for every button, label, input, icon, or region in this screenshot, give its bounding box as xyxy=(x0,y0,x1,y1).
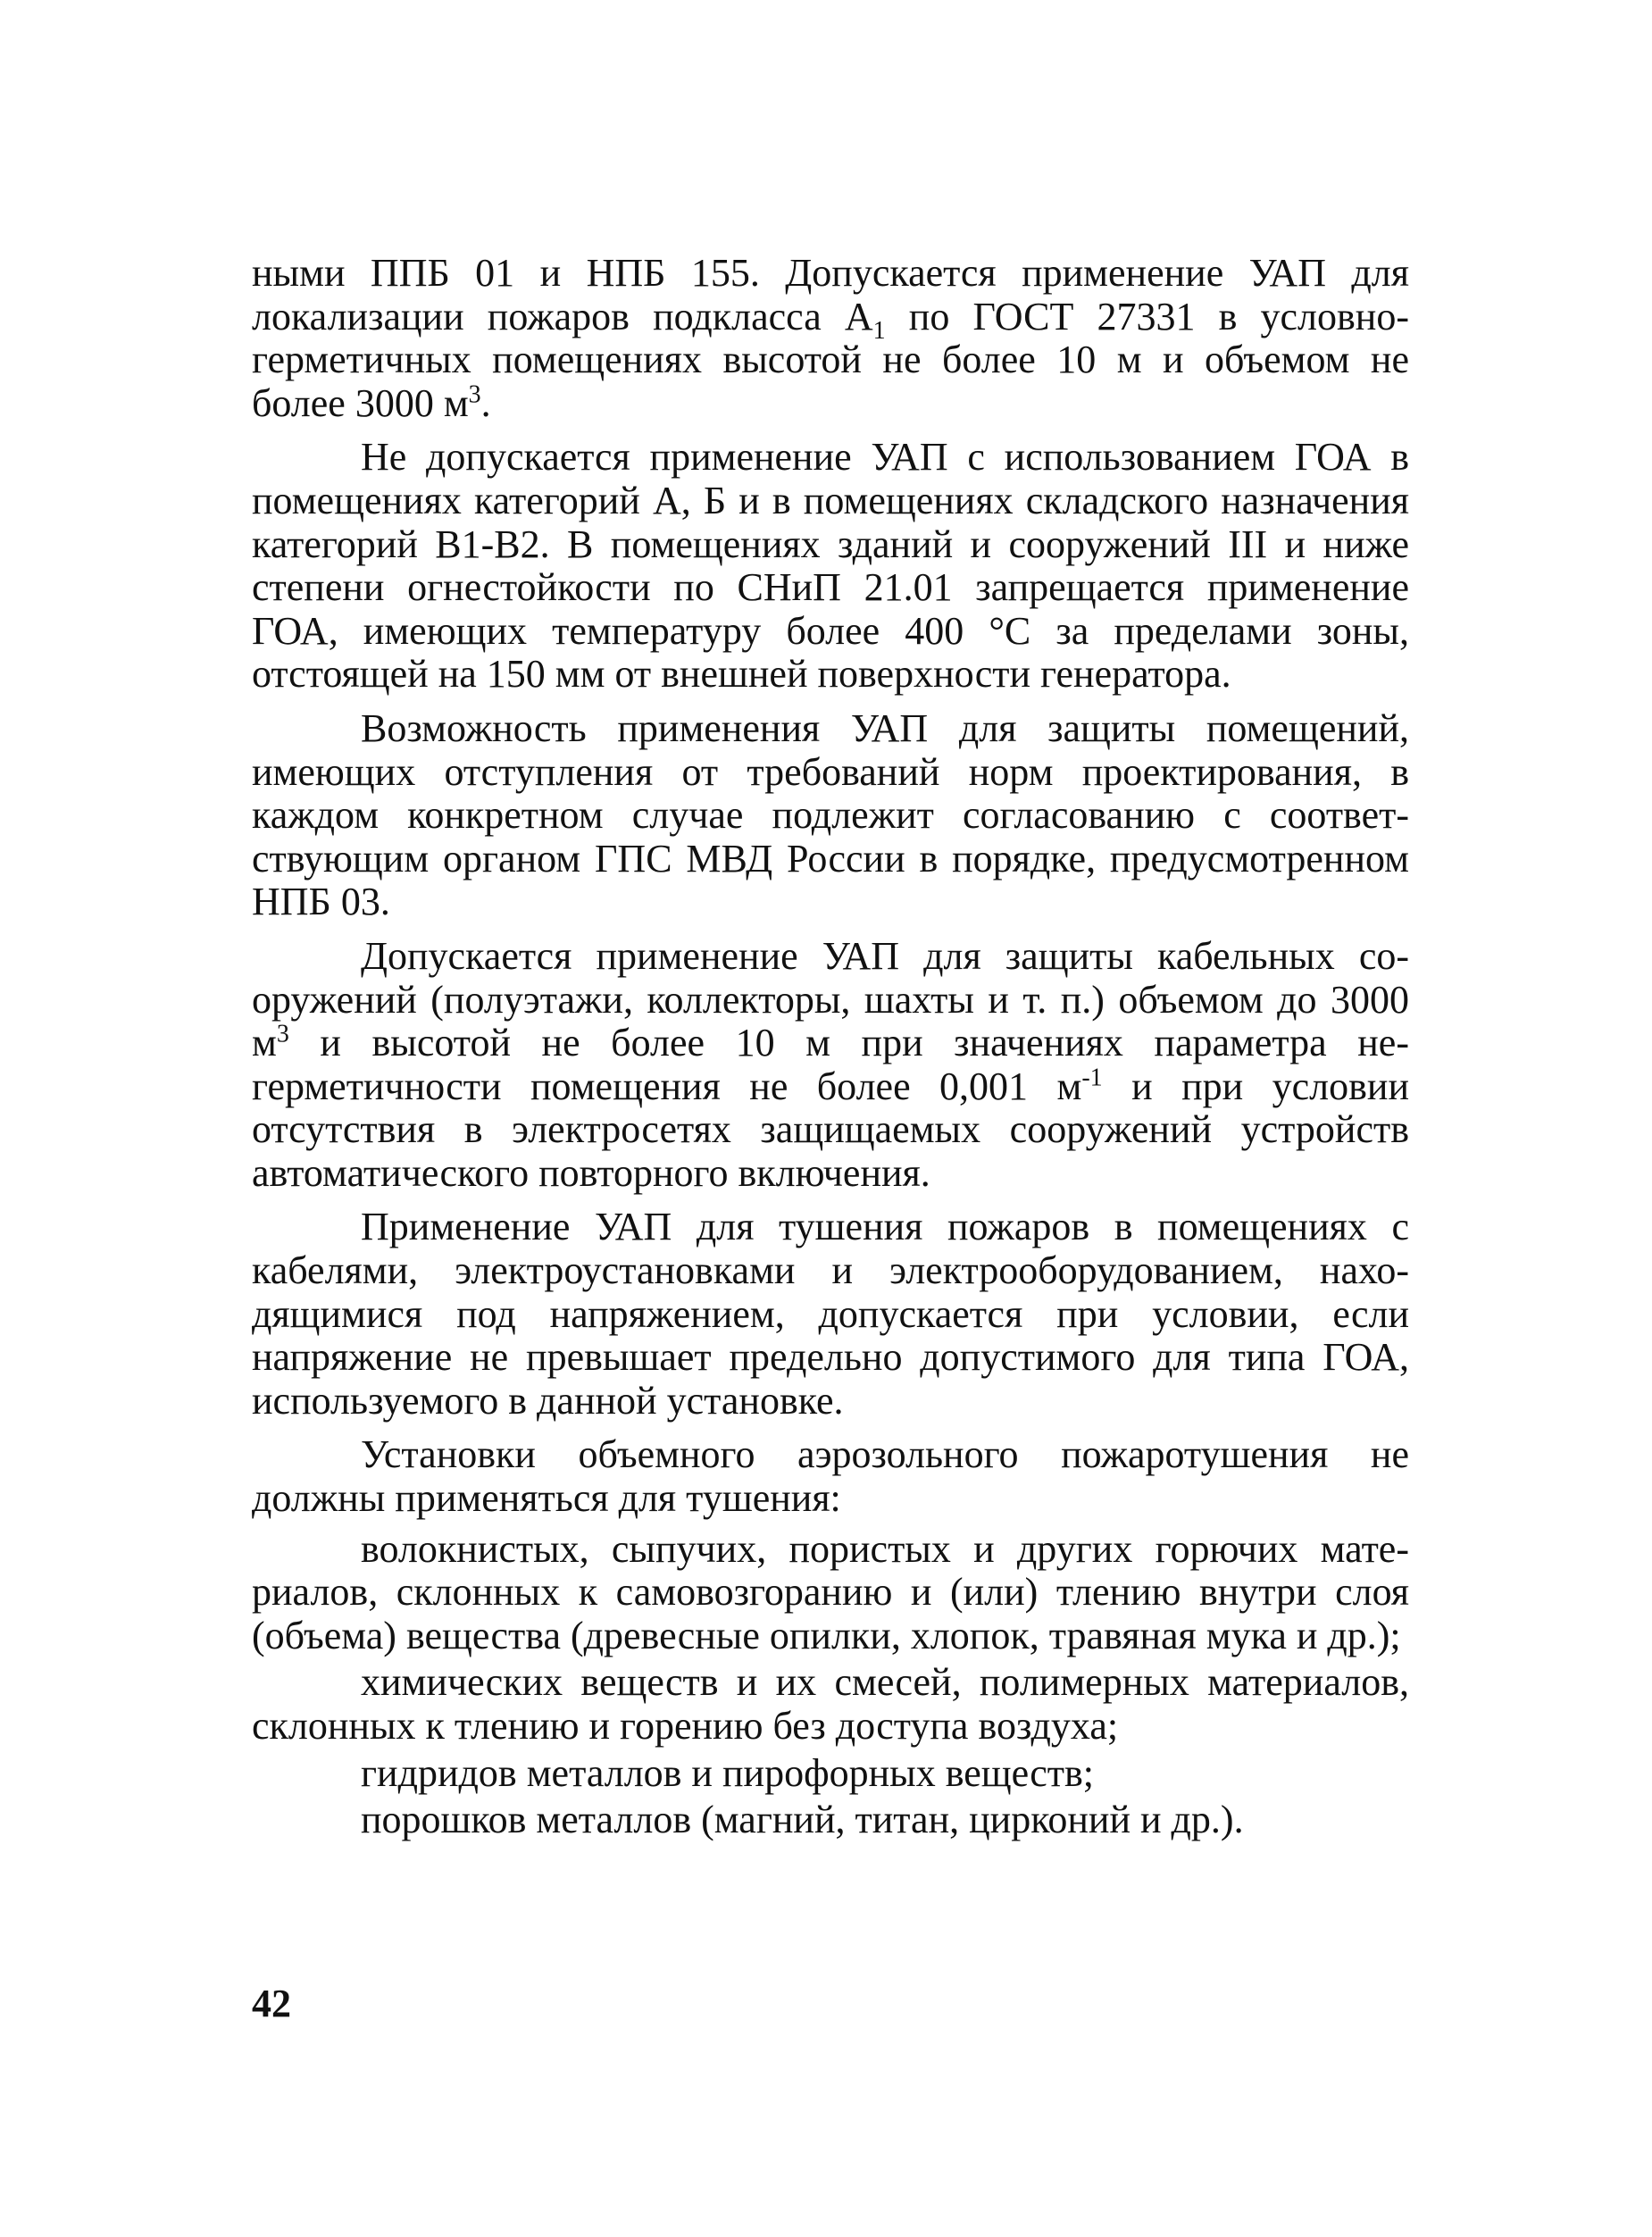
superscript-exponent: 3 xyxy=(276,1020,289,1048)
page-number: 42 xyxy=(252,1982,291,2025)
list-item: гидридов металлов и пирофорных веществ; xyxy=(361,1750,1095,1795)
subscript-index: 1 xyxy=(872,316,886,345)
superscript-exponent: 3 xyxy=(468,380,481,409)
paragraph-live-equipment: Применение УАП для тушения пожаров в помещениях с кабелями, электроустановками и электрооборудованием, находящимися под напряжением, допускается при условии, если напряжение не превышает предельно допустимого для типа ГОА, используемого в данной установке. xyxy=(252,1205,1409,1423)
list-item: волокнистых, сыпучих, пористых и других горючих материалов, склонных к самовозгоранию и (или) тлению внутри слоя (объема) вещества (древесные опилки, хлопок, травяная мука и др.); xyxy=(252,1526,1409,1657)
paragraph-deviation-approval: Возможность применения УАП для защиты помещений, имеющих отступления от требований норм проектирования, в каждом конкретном случае подлежит согласованию с соответствующим органом ГПС МВД России в порядке, предусмотренном НПБ 03. xyxy=(252,705,1409,924)
paragraph-prohibited-intro: Установки объемного аэрозольного пожаротушения не должны применяться для тушения: xyxy=(252,1432,1409,1521)
prohibited-materials-list xyxy=(252,1528,1409,1842)
paragraph-continuation: ными ППБ 01 и НПБ 155. Допускается применение УАП для локализации пожаров подкласса $А_1$ по ГОСТ 27331 в условногерметичных помещениях высотой не более 10 м и объемом не более 3000 $м^3$. xyxy=(252,251,1409,425)
body-text xyxy=(252,252,1409,1842)
paragraph-cable-structures: Допускается применение УАП для защиты кабельных сооружений (полуэтажи, коллекторы, шахты и т. п.) объемом до 3000 $м^3$ и высотой не более 10 м при значениях параметра негерметичности помещения не более 0,001 $м^{-1}$ и при условии отсутствия в электросетях защищаемых сооружений устройств автоматического повторного включения. xyxy=(252,933,1409,1195)
list-item: порошков металлов (магний, титан, цирконий и др.). xyxy=(361,1798,1244,1842)
list-item: химических веществ и их смесей, полимерных материалов, склонных к тлению и горению без доступа воздуха; xyxy=(252,1660,1409,1748)
superscript-exponent: -1 xyxy=(1081,1064,1103,1092)
paragraph-goa-restrictions: Не допускается применение УАП с использованием ГОА в помещениях категорий А, Б и в помещениях складского назначения категорий В1-В2. В помещениях зданий и сооружений III и ниже степени огнестойкости по СНиП 21.01 запрещается применение ГОА, имеющих температуру более 400 °С за пределами зоны, отстоящей на 150 мм от внешней поверхности генератора. xyxy=(252,435,1409,697)
